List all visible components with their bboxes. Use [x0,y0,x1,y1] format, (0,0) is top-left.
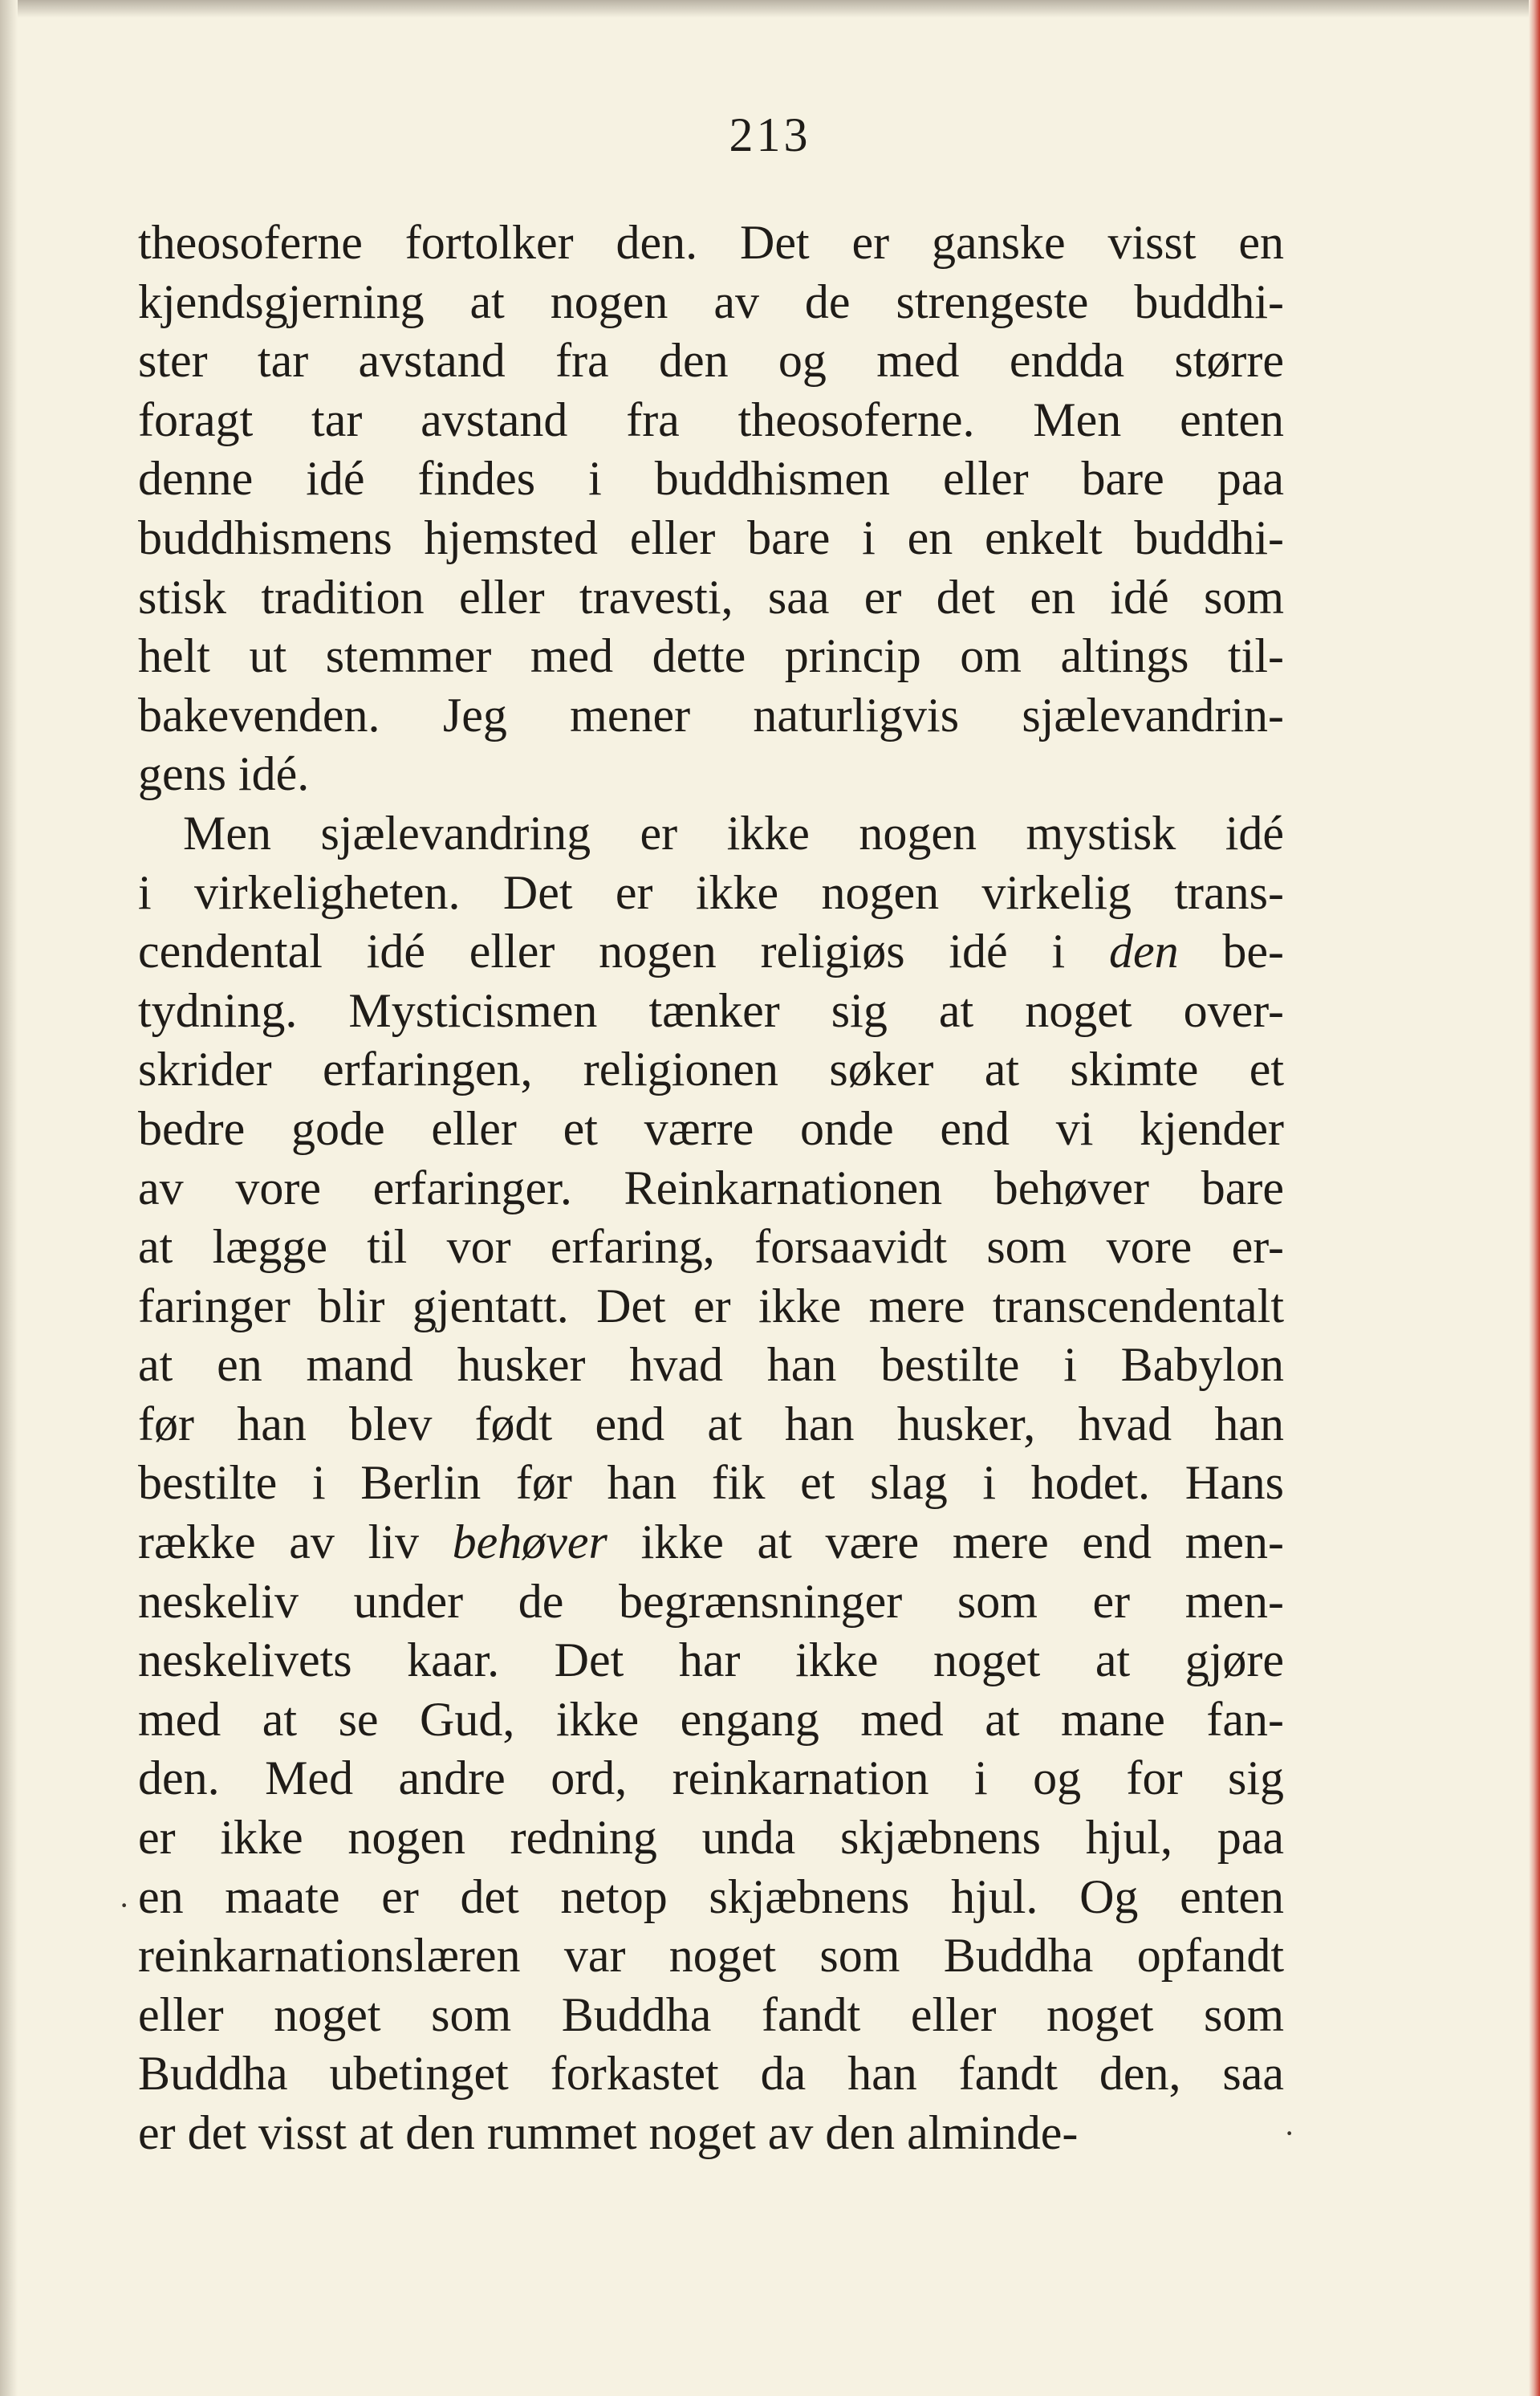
text-line: i virkeligheten. Det er ikke nogen virkelig trans- [138,865,1284,919]
body-text [138,214,1284,2163]
text-line: at lægge til vor erfaring, forsaavidt som vore er- [138,1220,1284,1274]
text-line: helt ut stemmer med dette princip om altings til- [138,629,1284,683]
page-right-edge [1529,0,1540,2396]
text-line: faringer blir gjentatt. Det er ikke mere transcendentalt [138,1279,1284,1332]
page-top-edge [0,0,1540,18]
text-line: Buddha ubetinget forkastet da han fandt den, saa [138,2047,1284,2101]
text-line: er det visst at den rummet noget av den alminde- [138,2106,1079,2159]
text-line: er ikke nogen redning unda skjæbnens hjul, paa [138,1811,1284,1865]
text-line: den. Med andre ord, reinkarnation i og for sig [138,1751,1284,1805]
text-line: theosoferne fortolker den. Det er ganske visst en [138,216,1284,269]
text-line: Men sjælevandring er ikke nogen mystisk idé [183,806,1284,860]
italic-word: den [1108,925,1179,978]
margin-mark: · [1284,2115,1295,2151]
text-line: denne idé findes i buddhismen eller bare paa [138,452,1284,506]
page-number: 213 [729,108,811,161]
text-line: med at se Gud, ikke engang med at mane fan- [138,1692,1284,1746]
text-line: bestilte i Berlin før han fik et slag i hodet. Hans [138,1456,1284,1510]
text-line: eller noget som Buddha fandt eller noget som [138,1987,1284,2041]
text-line: bakevenden. Jeg mener naturligvis sjælevandrin- [138,688,1284,742]
text-line: cendental idé eller nogen religiøs idé i den be- [138,925,1284,978]
text-line: en maate er det netop skjæbnens hjul. Og enten [138,1869,1284,1923]
margin-mark: · [119,1887,130,1923]
text-line: gens idé. [138,747,310,801]
text-line: av vore erfaringer. Reinkarnationen behøver bare [138,1161,1284,1214]
text-line: buddhismens hjemsted eller bare i en enkelt buddhi- [138,511,1284,564]
italic-word: behøver [452,1515,607,1569]
page-left-edge [0,0,18,2396]
text-line: at en mand husker hvad han bestilte i Babylon [138,1338,1284,1392]
text-line: foragt tar avstand fra theosoferne. Men enten [138,393,1284,446]
text-line: reinkarnationslæren var noget som Buddha opfandt [138,1929,1284,1983]
text-line: skrider erfaringen, religionen søker at skimte et [138,1043,1284,1096]
text-line: neskelivets kaar. Det har ikke noget at gjøre [138,1633,1284,1687]
text-line: bedre gode eller et værre onde end vi kjender [138,1101,1284,1155]
text-line: række av liv behøver ikke at være mere end men- [138,1515,1284,1569]
text-line: før han blev født end at han husker, hvad han [138,1397,1284,1450]
text-line: tydning. Mysticismen tænker sig at noget over- [138,983,1284,1037]
text-line: ster tar avstand fra den og med endda større [138,334,1284,388]
text-line: neskeliv under de begrænsninger som er men- [138,1574,1284,1628]
text-line: kjendsgjerning at nogen av de strengeste buddhi- [138,275,1284,328]
text-line: stisk tradition eller travesti, saa er det en idé som [138,570,1284,624]
